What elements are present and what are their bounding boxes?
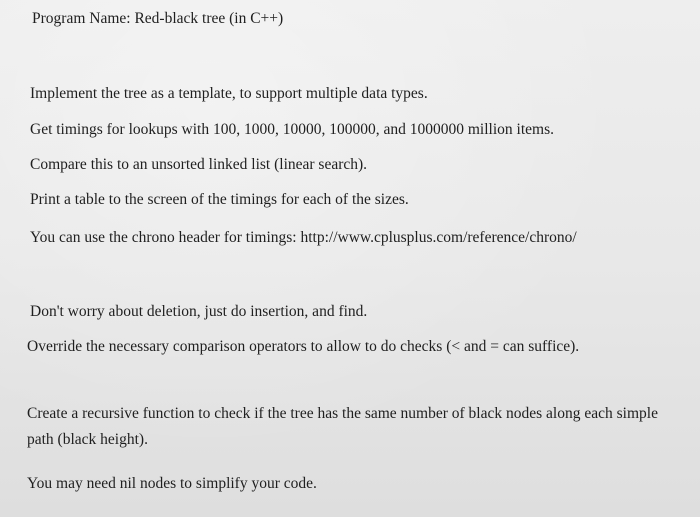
requirement-chrono-header: You can use the chrono header for timings: http://www.cplusplus.com/reference/chrono/ (30, 229, 577, 246)
requirement-print-table: Print a table to the screen of the timings for each of the sizes. (30, 191, 409, 208)
requirement-timings: Get timings for lookups with 100, 1000, 10000, 100000, and 1000000 million items. (30, 121, 554, 138)
requirement-insertion-find: Don't worry about deletion, just do insertion, and find. (30, 303, 368, 320)
requirement-black-height: Create a recursive function to check if the tree has the same number of black nodes along each simple path (black height). (27, 405, 658, 448)
requirement-nil-nodes: You may need nil nodes to simplify your code. (27, 475, 317, 492)
requirement-comparison-operators: Override the necessary comparison operators to allow to do checks (< and = can suffice). (27, 338, 580, 355)
requirement-linked-list: Compare this to an unsorted linked list (linear search). (30, 156, 368, 173)
requirement-template: Implement the tree as a template, to support multiple data types. (30, 85, 428, 102)
program-name-heading: Program Name: Red-black tree (in C++) (32, 10, 284, 27)
